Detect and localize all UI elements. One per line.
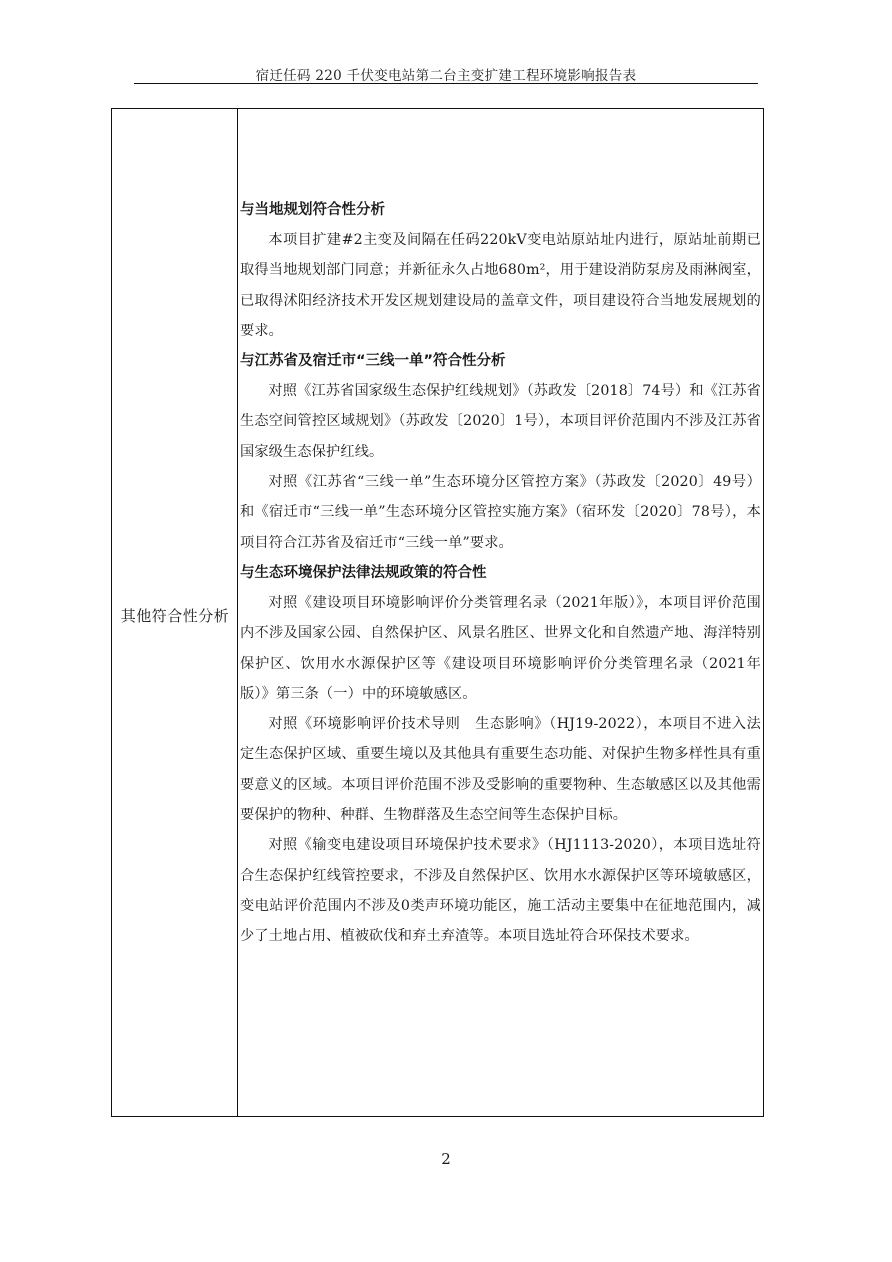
paragraph: 对照《江苏省“三线一单”生态环境分区管控方案》（苏政发〔2020〕49号）和《宿迁市“三线一单”生态环境分区管控实施方案》（宿环发〔2020〕78号），本项目符合江苏省及宿迁市“三线一单”要求。 xyxy=(240,474,761,551)
paragraph: 对照《江苏省国家级生态保护红线规划》（苏政发〔2018〕74号）和《江苏省生态空间管控区域规划》（苏政发〔2020〕1号），本项目评价范围内不涉及江苏省国家级生态保护红线。 xyxy=(240,383,761,460)
section-heading-eco-law-compliance: 与生态环境保护法律法规政策的符合性 xyxy=(240,564,487,581)
paragraph: 本项目扩建#2主变及间隔在任码220kV变电站原站址内进行，原站址前期已取得当地规划部门同意；并新征永久占地680m²，用于建设消防泵房及雨淋阀室，已取得沭阳经济技术开发区规划建设局的盖章文件，项目建设符合当地发展规划的要求。 xyxy=(240,232,761,339)
section-heading-three-lines-one-list: 与江苏省及宿迁市“三线一单”符合性分析 xyxy=(240,353,506,370)
form-table xyxy=(111,108,764,1117)
paragraph: 对照《建设项目环境影响评价分类管理名录（2021年版）》，本项目评价范围内不涉及国家公园、自然保护区、风景名胜区、世界文化和自然遗产地、海洋特别保护区、饮用水水源保护区等《建设项目环境影响评价分类管理名录（2021年版）》第三条（一）中的环境敏感区。 xyxy=(240,594,761,702)
paragraph: 对照《输变电建设项目环境保护技术要求》（HJ1113-2020），本项目选址符合生态保护红线管控要求，不涉及自然保护区、饮用水水源保护区等环境敏感区，变电站评价范围内不涉及0类声环境功能区，施工活动主要集中在征地范围内，减少了土地占用、植被砍伐和弃土弃渣等。本项目选址符合环保技术要求。 xyxy=(240,837,761,945)
content-cell xyxy=(238,109,763,1116)
paragraph: 对照《环境影响评价技术导则 生态影响》（HJ19-2022），本项目不进入法定生态保护区域、重要生境以及其他具有重要生态功能、对保护生物多样性具有重要意义的区域。本项目评价范围不涉及受影响的重要物种、生态敏感区以及其他需要保护的物种、种群、生物群落及生态空间等生态保护目标。 xyxy=(240,716,761,824)
label-cell xyxy=(112,109,238,1116)
section-heading-local-planning: 与当地规划符合性分析 xyxy=(240,202,385,218)
page-number: 2 xyxy=(441,1150,451,1168)
header-rule xyxy=(134,83,758,84)
row-label: 其他符合性分析 xyxy=(120,607,230,625)
content-body xyxy=(240,195,761,952)
running-header: 宿迁任码 220 千伏变电站第二台主变扩建工程环境影响报告表 xyxy=(255,68,637,84)
